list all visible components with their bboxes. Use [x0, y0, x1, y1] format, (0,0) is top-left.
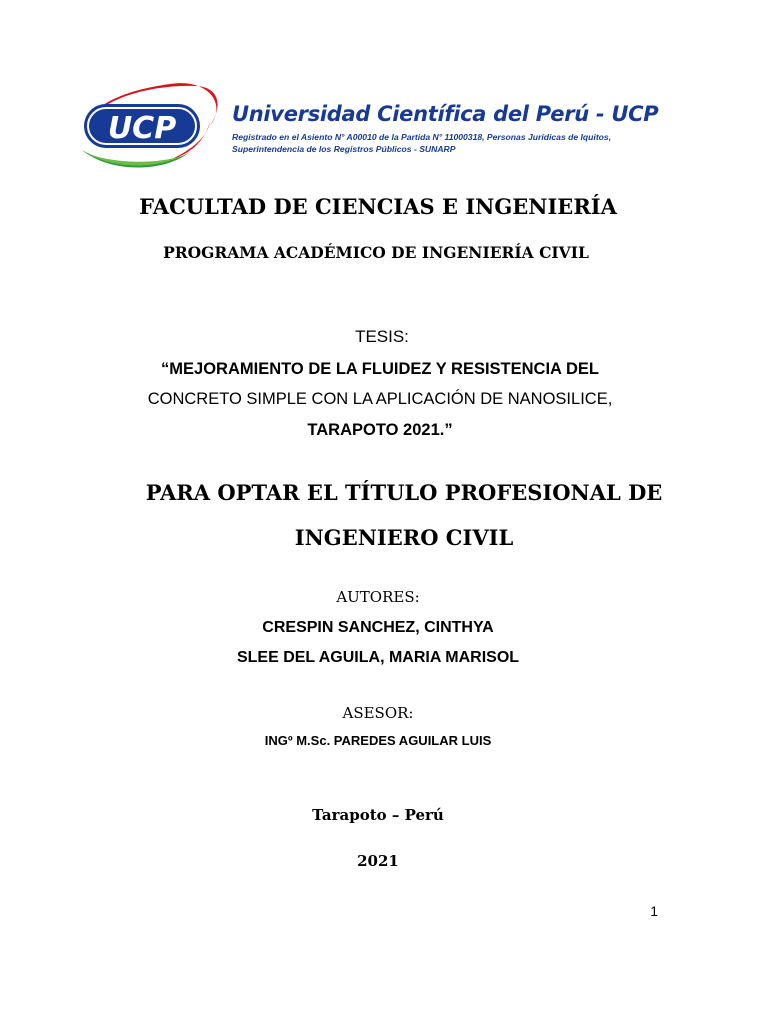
- svg-text:UCP: UCP: [107, 111, 177, 146]
- thesis-label: TESIS:: [355, 327, 409, 346]
- place: Tarapoto – Perú: [312, 806, 444, 824]
- university-name: Universidad Científica del Perú - UCP: [232, 102, 659, 126]
- registration-line-1: Registrado en el Asiento N° A00010 de la Partida N° 11000318, Personas Jurídicas de Iquitos,: [232, 132, 612, 142]
- thesis-title-line-1: “MEJORAMIENTO DE LA FLUIDEZ Y RESISTENCIA DEL: [161, 360, 599, 378]
- degree-line-2: INGENIERO CIVIL: [294, 525, 514, 550]
- ucp-logo: [78, 82, 224, 174]
- registration-line-2: Superintendencia de los Registros Públicos - SUNARP: [232, 144, 456, 154]
- advisor-label: ASESOR:: [342, 704, 414, 722]
- author-name-1: CRESPIN SANCHEZ, CINTHYA: [262, 619, 494, 636]
- faculty-title: FACULTAD DE CIENCIAS E INGENIERÍA: [139, 194, 617, 219]
- thesis-title-line-3: TARAPOTO 2021.”: [307, 421, 453, 439]
- author-name-2: SLEE DEL AGUILA, MARIA MARISOL: [236, 649, 520, 666]
- degree-line-1: PARA OPTAR EL TÍTULO PROFESIONAL DE: [145, 480, 663, 505]
- authors-label: AUTORES:: [336, 588, 420, 606]
- page-number: 1: [650, 903, 658, 919]
- program-title: PROGRAMA ACADÉMICO DE INGENIERÍA CIVIL: [163, 243, 589, 262]
- year: 2021: [357, 852, 399, 870]
- advisor-name: INGº M.Sc. PAREDES AGUILAR LUIS: [264, 733, 492, 748]
- university-header: [78, 82, 698, 174]
- thesis-title-line-2: CONCRETO SIMPLE CON LA APLICACIÓN DE NANOSILICE,: [147, 390, 613, 408]
